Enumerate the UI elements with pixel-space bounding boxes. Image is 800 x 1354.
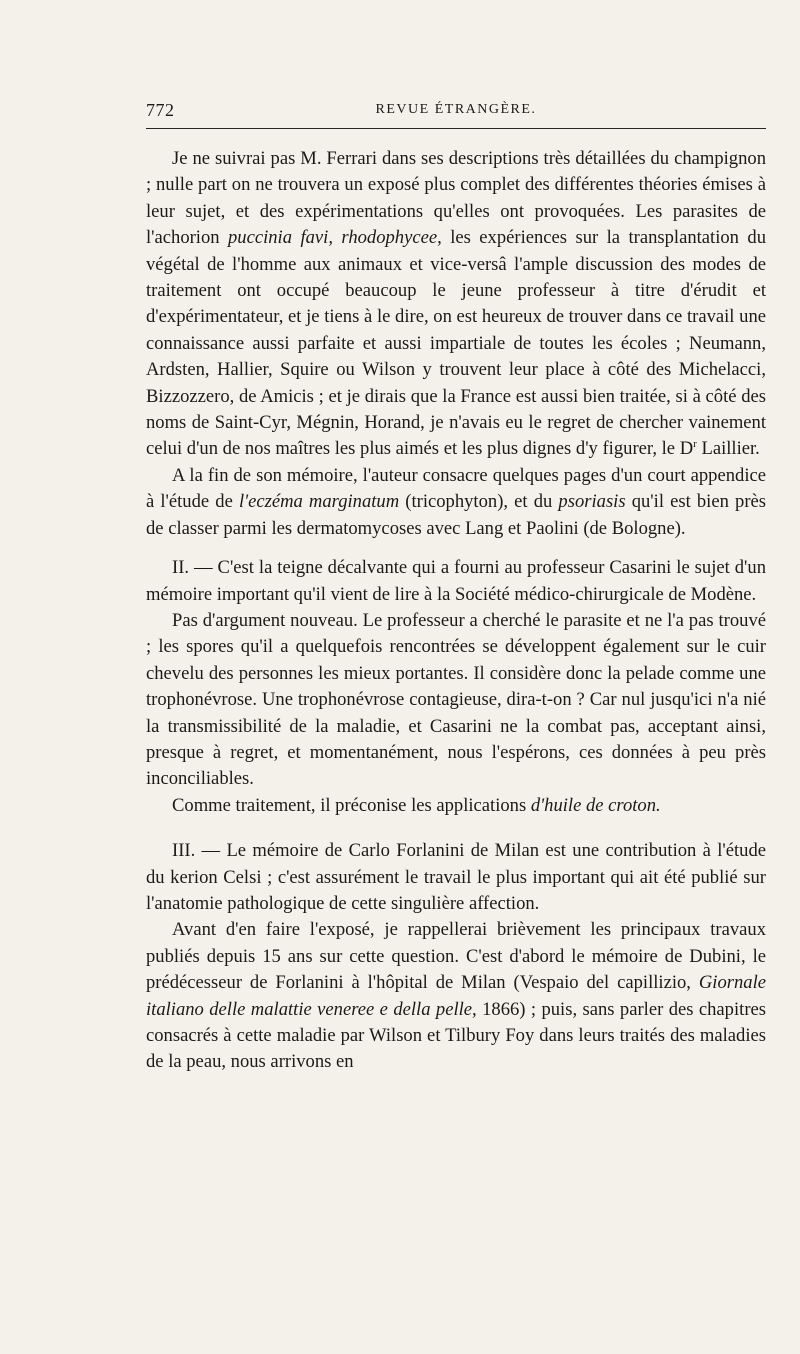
paragraph [146,793,766,819]
text-run: 1866) ; puis, sans parler des chapitres consacrés à cette maladie par Wilson et Tilbury Foy dans leurs traités des maladies de la peau, nous arrivons en [146,998,766,1073]
page-number: 772 [146,100,175,120]
text-run: II. — C'est la teigne décalvante qui a fourni au professeur Casarini le sujet d'un mémoire important qu'il vient de lire à la Société médico-chirurgicale de Modène. [146,557,766,605]
italic-text: psoriasis [558,491,626,513]
text-run: les expériences sur la transplantation du végétal de l'homme aux animaux et vice-versâ l'ample discussion des modes de traitement ont occupé beaucoup le jeune professeur à titre d'érudit et d'expérimentateur, et je tiens à le dire, on est heureux de trouver dans ce travail une connaissance aussi parfaite et aussi impartiale de toutes les écoles ; Neumann, Ardsten, Hallier, Squire ou Wilson y trouvent leur place à côté des Michelacci, Bizzozzero, de Amicis ; et je dirais que la France est aussi bien traitée, si à côté des noms de Saint-Cyr, Mégnin, Horand, je n'avais eu le regret de chercher vainement celui d'un de nos maîtres les plus aimés et les plus dignes d'y figurer, le D [146,227,766,460]
paragraph [146,608,766,793]
paragraph [146,838,766,917]
paragraph [146,917,766,1075]
italic-text: Giornale italiano delle malattie veneree e della pelle, [146,972,766,1020]
text-run: qu'il est bien près de classer parmi les dermatomycoses avec Lang et Paolini (de Bologne). [146,491,766,539]
paragraph [146,146,766,463]
italic-text: l'eczéma marginatum [238,491,400,513]
text-run: A la fin de son mémoire, l'auteur consacre quelques pages d'un court appendice à l'étude de [146,464,766,513]
text-run: Avant d'en faire l'exposé, je rappellerai brièvement les principaux travaux publiés depuis 15 ans sur cette question. C'est d'abord le mémoire de Dubini, le prédécesseur de Forlanini à l'hôpital de Milan (Vespaio del capillizio, [146,919,766,994]
paragraph [146,463,766,542]
italic-text: d'huile de croton. [530,794,661,816]
text-run: Pas d'argument nouveau. Le professeur a cherché le parasite et ne l'a pas trouvé ; les spores qu'il a quelquefois rencontrées se développent également sur le cuir chevelu des personnes les mieux portantes. Il considère donc la pelade comme une trophonévrose. Une trophonévrose contagieuse, dira-t-on ? Car nul jusqu'ici n'a nié la transmissibilité de la maladie, et Casarini ne la combat pas, acceptant ainsi, presque à regret, et momentanément, nous l'espérons, ces données à peu près inconciliables. [146,609,766,790]
text-run: Comme traitement, il préconise les applications [172,794,531,816]
text-run: Je ne suivrai pas M. Ferrari dans ses descriptions très détaillées du champignon ; nulle part on ne trouvera un exposé plus complet des différentes théories émises à leur sujet, et des expérimentations qu'elles ont provoquées. Les parasites de l'achorion [146,148,766,249]
header-rule [146,128,766,129]
text-run: III. — Le mémoire de Carlo Forlanini de Milan est une contribution à l'étude du kerion Celsi ; c'est assurément le travail le plus important qui ait été publié sur l'anatomie pathologique de cette singulière affection. [146,840,766,914]
text-run: (tricophyton), et du [399,491,559,513]
running-head: REVUE ÉTRANGÈRE. [375,102,537,117]
body-text [146,146,766,1076]
italic-text: puccinia favi, rhodophycee, [228,227,442,249]
paragraph [146,555,766,608]
superscript-text: r [693,438,697,451]
text-run: Laillier. [696,438,760,460]
page-header [146,100,766,130]
